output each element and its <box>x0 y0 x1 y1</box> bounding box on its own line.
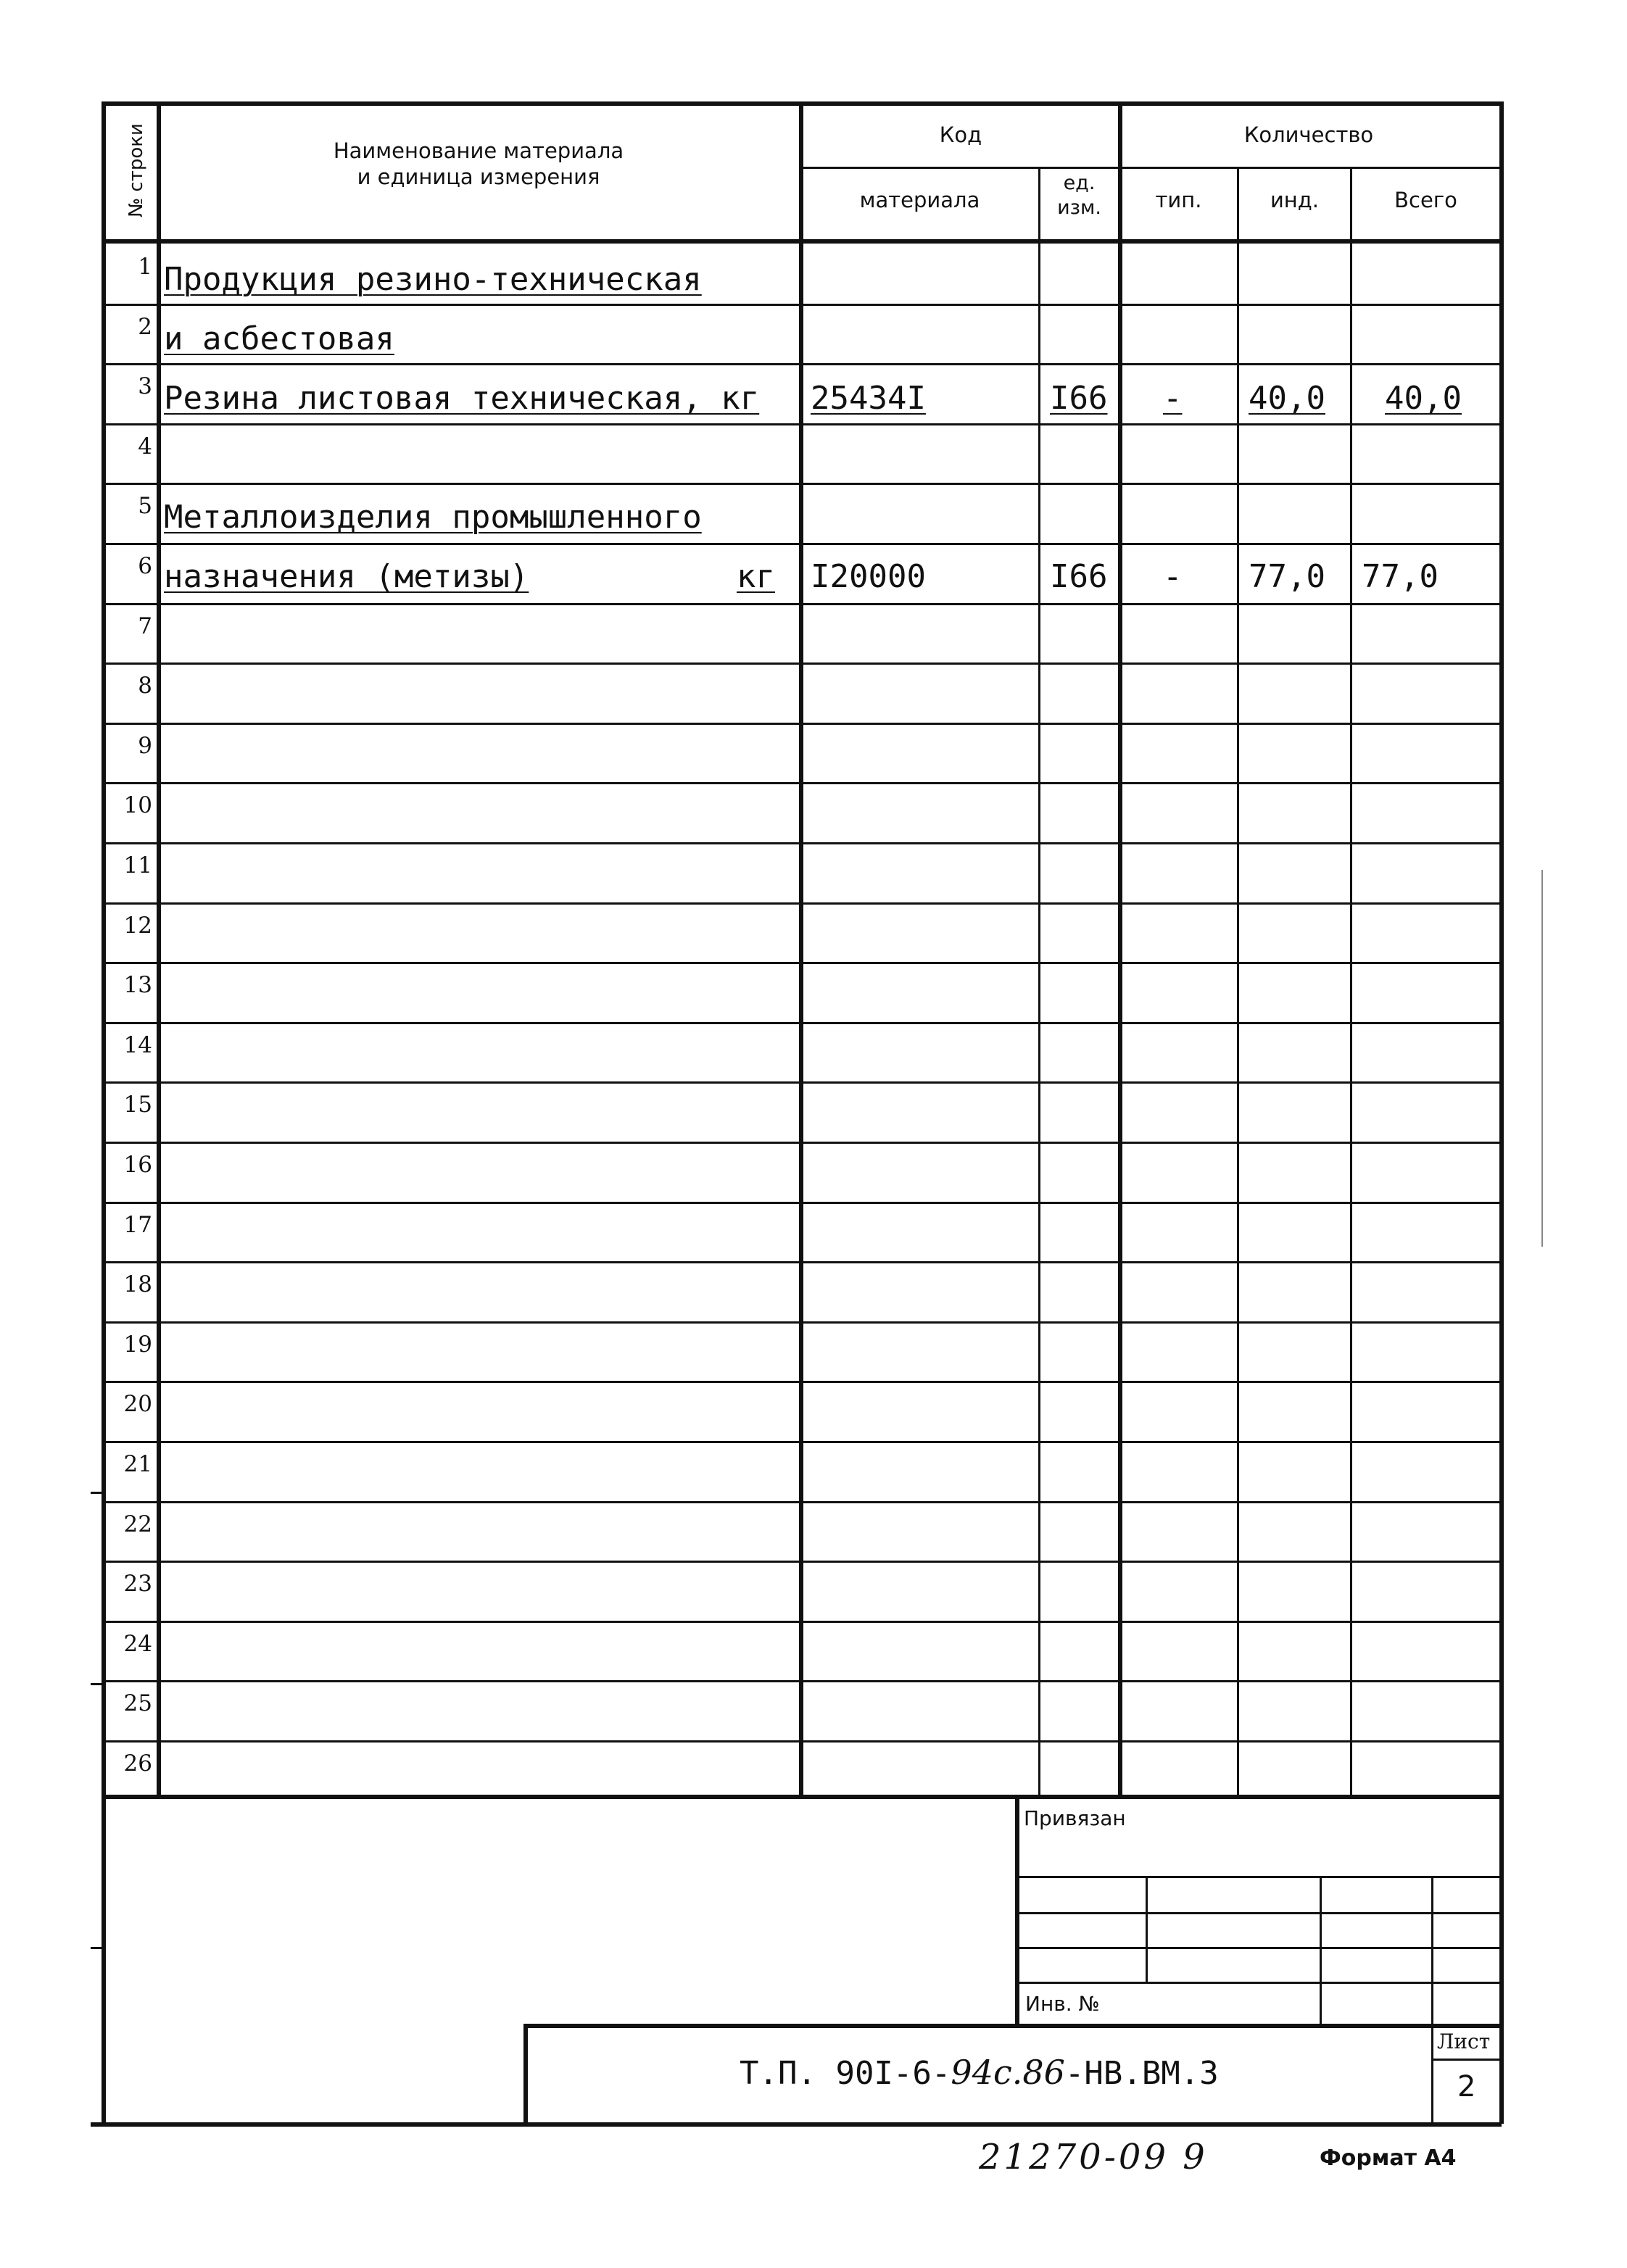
row-separator <box>102 662 1501 665</box>
row-number: 9 <box>138 733 152 759</box>
row-number: 21 <box>123 1451 152 1477</box>
row-1-name: Продукция резино-техническая <box>164 261 702 298</box>
row-3-code: 25434I <box>811 380 926 417</box>
stamp-col-a <box>1146 1876 1148 1982</box>
header-unit <box>1040 171 1118 220</box>
row-3-total: 40,0 <box>1385 380 1462 417</box>
row-separator <box>102 1441 1501 1443</box>
stamp-line-4 <box>1015 1982 1501 1984</box>
row-separator <box>102 782 1501 784</box>
row-separator <box>102 1561 1501 1563</box>
row-number: 1 <box>138 254 152 280</box>
row-2-name: и асбестовая <box>164 320 394 357</box>
row-number: 7 <box>138 613 152 639</box>
row-3-name: Резина листовая техническая, кг <box>164 380 760 417</box>
row-number: 17 <box>123 1212 152 1238</box>
header-name-line2: и единица измерения <box>357 165 600 190</box>
stamp-col-c <box>1431 1876 1433 2027</box>
col-line-ind <box>1350 168 1352 1796</box>
row-separator <box>102 1381 1501 1383</box>
row-number: 3 <box>138 373 152 399</box>
row-separator <box>102 1321 1501 1324</box>
header-quantity: Количество <box>1243 122 1374 147</box>
row-3-ind: 40,0 <box>1249 380 1325 417</box>
col-line-name <box>799 101 803 1796</box>
row-6-unit: I66 <box>1050 558 1108 595</box>
designation-suffix: -НВ.ВМ.3 <box>1064 2055 1219 2092</box>
footer-format: Формат А4 <box>1320 2146 1457 2171</box>
frame-bottom <box>91 2122 1502 2127</box>
margin-right-bar <box>1541 870 1543 1247</box>
frame-right <box>1499 101 1504 2124</box>
header-ind: инд. <box>1270 188 1320 212</box>
header-code: Код <box>939 122 982 147</box>
row-separator <box>102 1621 1501 1623</box>
row-number: 12 <box>123 913 152 939</box>
margin-tick-2 <box>91 1683 104 1685</box>
row-separator <box>102 1261 1501 1263</box>
row-separator <box>102 543 1501 545</box>
row-number: 14 <box>123 1032 152 1058</box>
row-5-name: Металлоизделия промышленного <box>164 499 702 536</box>
margin-tick-1 <box>91 1492 104 1494</box>
designation-prefix: Т.П. 90I-6- <box>740 2055 951 2092</box>
row-separator <box>102 1022 1501 1024</box>
row-separator <box>102 1501 1501 1503</box>
row-number: 22 <box>123 1511 152 1537</box>
row-number: 10 <box>123 792 152 818</box>
row-separator <box>102 304 1501 306</box>
header-mid-line <box>799 167 1499 169</box>
row-separator <box>102 363 1501 365</box>
row-6-code: I20000 <box>811 558 926 595</box>
col-line-rownum <box>157 101 161 1796</box>
stamp-sheet-label: Лист <box>1437 2030 1491 2053</box>
stamp-line-1 <box>1015 1876 1501 1878</box>
stamp-sheet-left <box>1431 2024 1433 2125</box>
row-6-ind: 77,0 <box>1249 558 1325 595</box>
row-number: 6 <box>138 553 152 579</box>
row-separator <box>102 483 1501 485</box>
row-separator <box>102 842 1501 844</box>
row-number: 20 <box>123 1391 152 1417</box>
row-6-unit-word: кг <box>737 558 775 595</box>
row-separator <box>102 1142 1501 1144</box>
row-number: 13 <box>123 972 152 998</box>
row-separator <box>102 423 1501 425</box>
row-number: 19 <box>123 1332 152 1358</box>
stamp-col-b <box>1320 1876 1322 2027</box>
row-number: 5 <box>138 493 152 519</box>
stamp-bound-label: Привязан <box>1024 1806 1126 1830</box>
row-separator <box>102 962 1501 964</box>
row-separator <box>102 1680 1501 1682</box>
header-name <box>167 138 790 191</box>
row-number: 26 <box>123 1750 152 1777</box>
row-separator <box>102 1740 1501 1742</box>
row-number: 2 <box>138 314 152 340</box>
row-separator <box>102 723 1501 725</box>
stamp-designation-left <box>523 2024 528 2125</box>
row-separator <box>102 603 1501 605</box>
row-3-typ: - <box>1163 380 1183 417</box>
row-number: 24 <box>123 1631 152 1657</box>
header-name-line1: Наименование материала <box>333 138 624 163</box>
frame-left <box>102 101 106 2124</box>
row-number: 15 <box>123 1092 152 1118</box>
stamp-line-2 <box>1015 1912 1501 1914</box>
header-typ: тип. <box>1155 188 1202 212</box>
row-number: 18 <box>123 1271 152 1297</box>
stamp-inv-label: Инв. № <box>1025 1992 1100 2016</box>
row-6-total: 77,0 <box>1362 558 1438 595</box>
col-line-unit <box>1118 101 1122 1796</box>
stamp-designation-top <box>523 2024 1501 2028</box>
row-separator <box>102 1081 1501 1084</box>
col-line-code <box>1038 168 1040 1796</box>
stamp-designation <box>740 2053 1219 2092</box>
header-material: материала <box>859 188 980 212</box>
row-3-unit: I66 <box>1050 380 1108 417</box>
designation-handwritten: 94с.86 <box>951 2053 1065 2092</box>
row-6-name: назначения (метизы) <box>164 558 529 595</box>
header-unit-line1: ед. <box>1063 172 1096 194</box>
row-6-typ: - <box>1163 558 1183 595</box>
row-separator <box>102 902 1501 905</box>
row-number: 4 <box>138 433 152 460</box>
margin-tick-3 <box>91 1947 104 1949</box>
row-number: 16 <box>123 1152 152 1178</box>
row-number: 23 <box>123 1571 152 1597</box>
row-separator <box>102 1202 1501 1204</box>
footer-handwritten-number: 21270-09 9 <box>979 2137 1208 2177</box>
row-number: 11 <box>123 852 152 878</box>
col-line-typ <box>1237 168 1239 1796</box>
stamp-top-line <box>102 1795 1501 1799</box>
header-total: Всего <box>1394 188 1457 212</box>
header-unit-line2: изм. <box>1057 196 1101 219</box>
row-number: 25 <box>123 1690 152 1716</box>
stamp-sheet-number: 2 <box>1457 2070 1476 2103</box>
row-number: 8 <box>138 673 152 699</box>
stamp-line-3 <box>1015 1947 1501 1949</box>
stamp-sheet-mid <box>1431 2059 1501 2061</box>
header-row-no: № строки <box>125 123 147 217</box>
stamp-left-vertical <box>1015 1795 1019 2027</box>
header-bottom-line <box>102 239 1501 244</box>
